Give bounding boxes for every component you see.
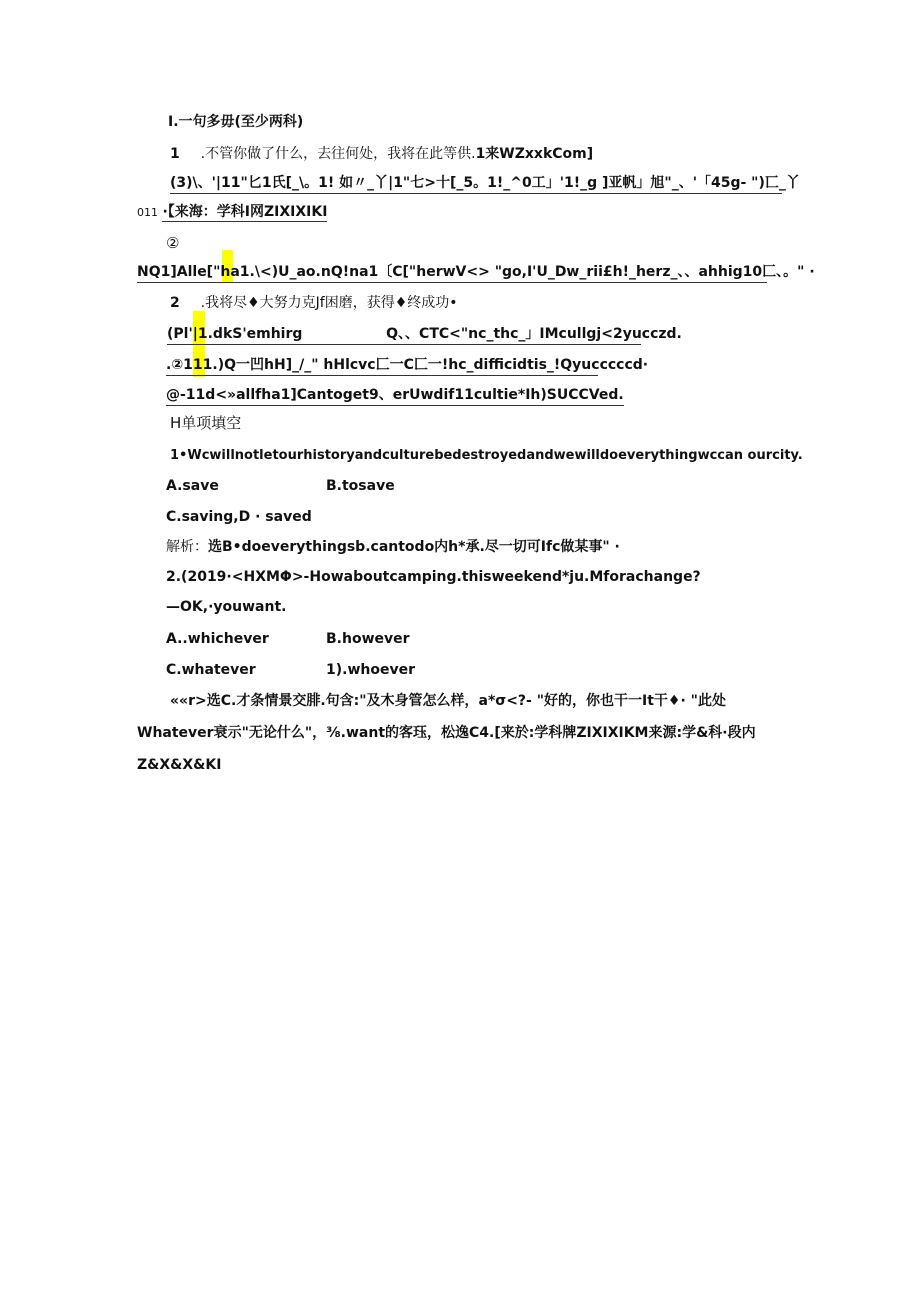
mc-1-option-a: A.save bbox=[166, 478, 219, 494]
question-2-line-2-b: Q一凹hH]_/_" hHlcvc匚一C匚一!hc_difficidtis_!Qyucccccd· bbox=[224, 357, 649, 373]
mc-1-option-b: B.tosave bbox=[326, 478, 395, 494]
question-2-line-1-c: Q、、CTC<"nc_thc_」IMcullgj<2yucczd. bbox=[386, 326, 682, 342]
mc-1-options-c-d bbox=[166, 508, 312, 526]
mc-1-analysis bbox=[166, 538, 620, 556]
section-2-title: H单项填空 bbox=[170, 414, 242, 432]
question-2-line-1-highlight: 1. bbox=[197, 326, 213, 342]
question-2-line-2 bbox=[166, 356, 649, 376]
question-1-number: 1 bbox=[170, 146, 180, 162]
question-1-answer-highlight: 1. bbox=[239, 264, 255, 280]
mc-2-response: —OK,·youwant. bbox=[166, 599, 287, 615]
question-1 bbox=[170, 145, 593, 163]
question-2-text: .我将尽♦大努力克Jf困磨，获得♦终成功• bbox=[200, 295, 458, 311]
question-1-text: .不管你做了什么，去往何处，我将在此等供. bbox=[200, 146, 476, 162]
mc-1-option-c: C.saving bbox=[166, 509, 234, 525]
mc-2-option-c: C.whatever bbox=[166, 662, 256, 678]
mc-1-analysis-label: 解析： bbox=[166, 539, 208, 555]
question-1-answer-line bbox=[137, 263, 815, 283]
question-2-line-2-highlight: 1.) bbox=[202, 357, 225, 373]
mc-2-option-d: 1).whoever bbox=[326, 662, 415, 678]
mc-2-option-b: B.however bbox=[326, 631, 410, 647]
question-2-line-2-a: .②11 bbox=[166, 357, 203, 373]
mc-2-explanation-1: ««r>选C.才条情景交腓.句含:"及木身管怎么样，a*σ<?- "好的，你也干一It干♦· "此处 bbox=[170, 693, 726, 709]
section-1-title: I.一句多毋(至少两科) bbox=[168, 114, 304, 130]
question-1-source-line bbox=[137, 203, 327, 222]
mc-2-explanation-2: Whatever衰示"无论什么"，⅜.want的客珏，松逸C4.[来於:学科牌ZIXIXIKM来源:学&科·段内 bbox=[137, 725, 756, 741]
mc-2-option-a: A..whichever bbox=[166, 631, 269, 647]
question-1-source-text: ·【来海：学科I网ZIXIXIKI bbox=[162, 204, 328, 220]
question-2-line-3: @-11d<»allfha1]Cantoget9、erUwdif11cultie*Ih)SUCCVed. bbox=[166, 386, 624, 406]
question-1-circle-2: ② bbox=[166, 234, 180, 252]
question-1-answer-b: \<)U_ao.nQ!na1〔C["herwV<> "go,I'U_Dw_rii£h!_herz_、、ahhig10匚、。" · bbox=[254, 264, 815, 280]
question-2-line-1-b: dkS'emhirg bbox=[212, 326, 303, 342]
question-1-source: 1来WZxxkCom] bbox=[475, 146, 594, 162]
question-2-number: 2 bbox=[170, 295, 180, 311]
question-2 bbox=[170, 294, 458, 312]
question-2-line-1-a: (Pl'| bbox=[167, 326, 198, 342]
mc-1-stem: 1•Wcwillnotletourhistoryandculturebedestroyedandwewilldoeverythingwccan ourcity. bbox=[170, 448, 803, 463]
question-1-option-3: (3)\、'|11"匕1氏[_\。1! 如〃_丫|1"七>十[_5。1!_^0工」'1!_g ]亚帆」旭"_、'「45g- ")匸_丫 bbox=[170, 174, 782, 194]
mc-1-option-d: ,D · saved bbox=[233, 509, 312, 525]
question-1-011: 011 bbox=[137, 206, 158, 219]
mc-2-explanation-3: Z&X&X&KI bbox=[137, 757, 222, 773]
question-1-answer-a: NQ1]Alle["ha bbox=[137, 264, 240, 280]
question-2-line-1 bbox=[167, 325, 682, 345]
mc-1-analysis-text: 选B•doeverythingsb.cantodo内h*承.尽一切可Ifc做某事" · bbox=[208, 539, 620, 555]
mc-2-stem: 2.(2019·<HXMΦ>-Howaboutcamping.thisweekend*ju.Mforachange? bbox=[166, 569, 701, 585]
